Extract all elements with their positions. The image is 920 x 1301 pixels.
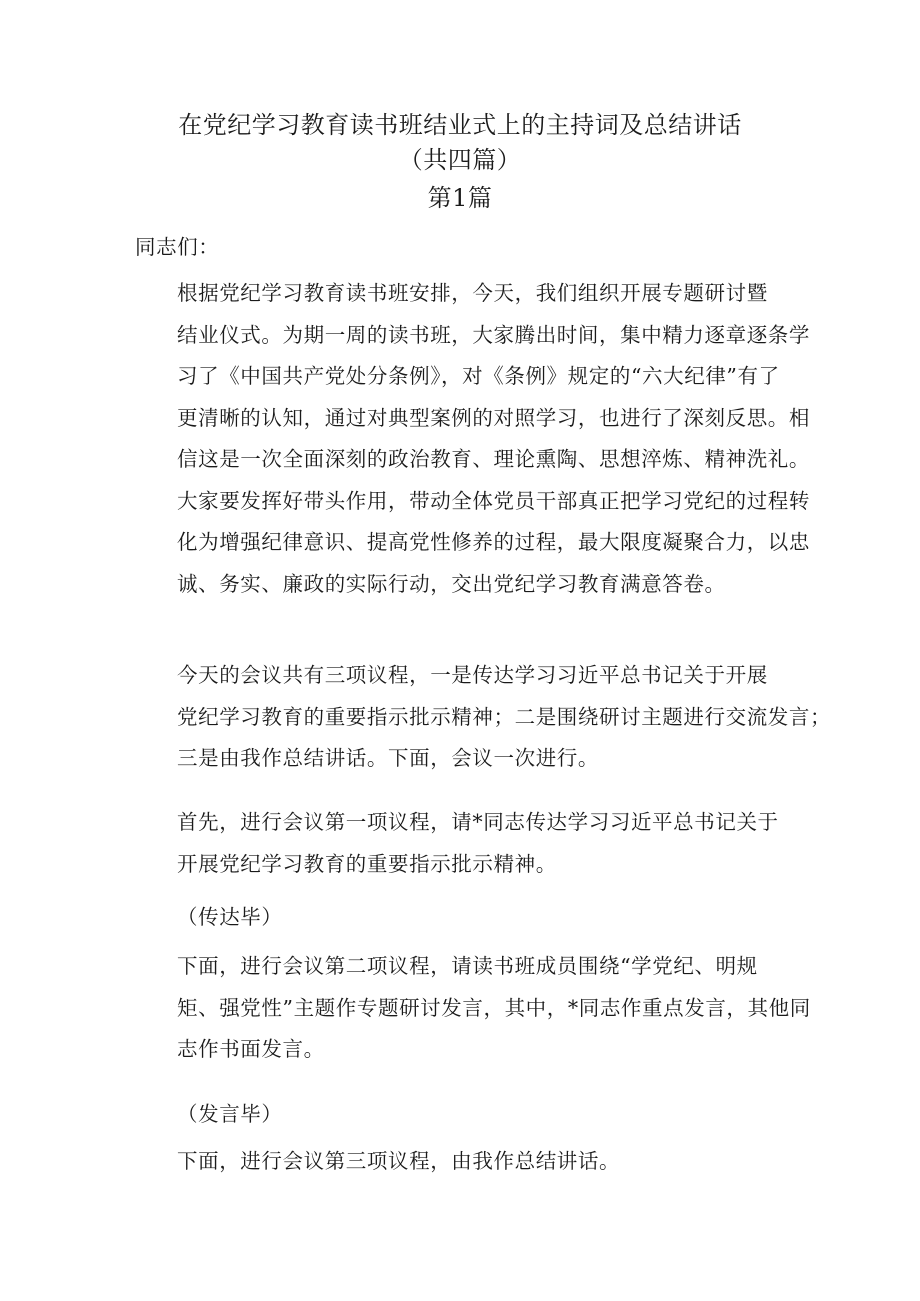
paragraph-line: 开展党纪学习教育的重要指示批示精神。: [177, 851, 557, 876]
paragraph-line: 党纪学习教育的重要指示批示精神；二是围绕研讨主题进行交流发言；: [177, 704, 832, 729]
paragraph-line: （传达毕）: [177, 905, 283, 929]
note-speech-done: [135, 1094, 795, 1136]
paragraph-line: 结业仪式。为期一周的读书班，大家腾出时间，集中精力逐章逐条学: [177, 322, 810, 347]
section-label: 第1篇: [427, 184, 493, 212]
paragraph-line: 习了《中国共产党处分条例》，对《条例》规定的“六大纪律”有了: [177, 364, 780, 388]
paragraph-intro: [135, 273, 810, 605]
paragraph-line: 今天的会议共有三项议程，一是传达学习习近平总书记关于开展: [177, 663, 768, 687]
document-title: 在党纪学习教育读书班结业式上的主持词及总结讲话: [178, 111, 742, 139]
salutation: [135, 227, 795, 269]
paragraph-line: 首先，进行会议第一项议程，请*同志传达学习习近平总书记关于: [177, 810, 779, 834]
paragraph-line: 根据党纪学习教育读书班安排，今天，我们组织开展专题研讨暨: [177, 281, 768, 305]
paragraph-line: 大家要发挥好带头作用，带动全体党员干部真正把学习党纪的过程转: [177, 488, 810, 513]
paragraph-line: 诚、务实、廉政的实际行动，交出党纪学习教育满意答卷。: [177, 571, 726, 596]
paragraph-line: 信这是一次全面深刻的政治教育、理论熏陶、思想淬炼、精神洗礼。: [177, 447, 810, 471]
paragraph-line: 志作书面发言。: [177, 1037, 325, 1061]
paragraph-line: 矩、强党性”主题作专题研讨发言，其中，*同志作重点发言，其他同: [177, 995, 811, 1020]
paragraph-agenda: [135, 655, 832, 780]
paragraph-item-three: [135, 1141, 795, 1183]
paragraph-line: 下面，进行会议第三项议程，由我作总结讲话。: [177, 1149, 621, 1173]
paragraph-item-one: [135, 802, 795, 885]
note-relay-done: [135, 897, 795, 939]
document-subtitle: （共四篇）: [398, 146, 522, 174]
paragraph-line: （发言毕）: [177, 1102, 283, 1126]
paragraph-item-two: [135, 946, 811, 1071]
paragraph-line: 化为增强纪律意识、提高党性修养的过程，最大限度凝聚合力，以忠: [177, 530, 810, 554]
salutation-text: 同志们：: [135, 235, 220, 259]
paragraph-line: 下面，进行会议第二项议程，请读书班成员围绕“学党纪、明规: [177, 954, 758, 978]
paragraph-line: 更清晰的认知，通过对典型案例的对照学习，也进行了深刻反思。相: [177, 405, 810, 430]
paragraph-line: 三是由我作总结讲话。下面，会议一次进行。: [177, 746, 599, 770]
